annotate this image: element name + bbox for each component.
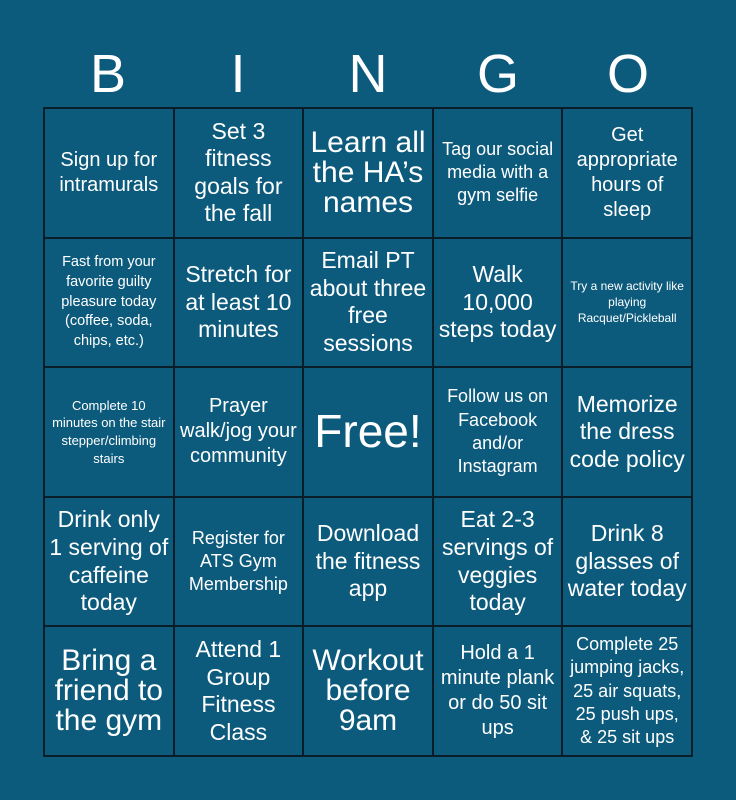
header-letter-n: N (348, 44, 388, 104)
bingo-cell[interactable]: Drink 8 glasses of water today (562, 497, 692, 627)
bingo-cell[interactable]: Stretch for at least 10 minutes (174, 238, 304, 368)
header-letter-o: O (606, 44, 649, 104)
bingo-cell[interactable]: Prayer walk/jog your community (174, 367, 304, 497)
bingo-cell[interactable]: Get appropriate hours of sleep (562, 108, 692, 238)
header-letter-i: I (230, 44, 246, 104)
bingo-cell[interactable]: Drink only 1 serving of caffeine today (44, 497, 174, 627)
header-letter-b: B (89, 44, 127, 104)
bingo-header (43, 40, 693, 108)
free-space-cell[interactable]: Free! (303, 367, 433, 497)
bingo-cell[interactable]: Sign up for intramurals (44, 108, 174, 238)
bingo-cell[interactable]: Hold a 1 minute plank or do 50 sit ups (433, 626, 563, 756)
bingo-cell[interactable]: Workout before 9am (303, 626, 433, 756)
header-letter-g: G (476, 44, 519, 104)
bingo-cell[interactable]: Follow us on Facebook and/or Instagram (433, 367, 563, 497)
bingo-cell[interactable]: Email PT about three free sessions (303, 238, 433, 368)
bingo-cell[interactable]: Eat 2-3 servings of veggies today (433, 497, 563, 627)
bingo-cell[interactable]: Bring a friend to the gym (44, 626, 174, 756)
bingo-cell[interactable]: Complete 25 jumping jacks, 25 air squats, 25 push ups, & 25 sit ups (562, 626, 692, 756)
bingo-cell[interactable]: Learn all the HA’s names (303, 108, 433, 238)
bingo-cell[interactable]: Memorize the dress code policy (562, 367, 692, 497)
bingo-cell[interactable]: Try a new activity like playing Racquet/Pickleball (562, 238, 692, 368)
bingo-cell[interactable]: Tag our social media with a gym selfie (433, 108, 563, 238)
bingo-cell[interactable]: Walk 10,000 steps today (433, 238, 563, 368)
bingo-cell[interactable]: Fast from your favorite guilty pleasure today (coffee, soda, chips, etc.) (44, 238, 174, 368)
bingo-cell[interactable]: Set 3 fitness goals for the fall (174, 108, 304, 238)
bingo-cell[interactable]: Register for ATS Gym Membership (174, 497, 304, 627)
bingo-grid (43, 107, 693, 757)
bingo-cell[interactable]: Complete 10 minutes on the stair stepper/climbing stairs (44, 367, 174, 497)
bingo-cell[interactable]: Attend 1 Group Fitness Class (174, 626, 304, 756)
bingo-cell[interactable]: Download the fitness app (303, 497, 433, 627)
